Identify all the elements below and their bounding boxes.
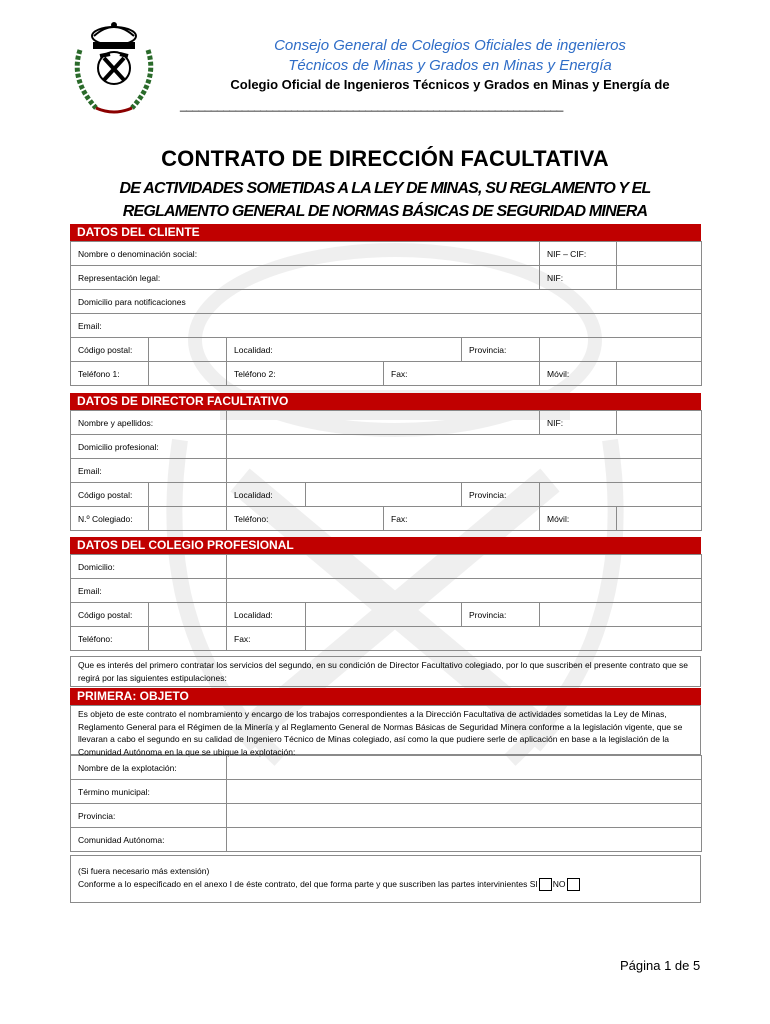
header-council-line2: Técnicos de Minas y Grados en Minas y Energía [288, 57, 612, 74]
document-title: CONTRATO DE DIRECCIÓN FACULTATIVA [161, 146, 609, 171]
municipality-field[interactable] [227, 780, 702, 804]
client-table [70, 241, 702, 386]
college-phone-label: Teléfono: [71, 627, 149, 651]
college-cp-field[interactable] [149, 603, 227, 627]
college-cp-label: Código postal: [71, 603, 149, 627]
college-address-label: Domicilio: [71, 555, 227, 579]
mine-name-label: Nombre de la explotación: [71, 756, 227, 780]
object-table [70, 755, 702, 852]
document-subtitle-2: REGLAMENTO GENERAL DE NORMAS BÁSICAS DE SEGURIDAD MINERA [122, 203, 648, 220]
director-name-label: Nombre y apellidos: [71, 411, 227, 435]
director-phone-label: Teléfono: [227, 507, 384, 531]
director-fax-label: Fax: [384, 507, 540, 531]
client-phone2-label: Teléfono 2: [227, 362, 384, 386]
client-province-label: Provincia: [462, 338, 540, 362]
college-fax-label: Fax: [227, 627, 306, 651]
client-phone1-label: Teléfono 1: [71, 362, 149, 386]
header-council-line1: Consejo General de Colegios Oficiales de ingenieros [274, 37, 626, 54]
header-blank-line: ______________________________________________________________ [180, 98, 563, 112]
object-province-field[interactable] [227, 804, 702, 828]
director-nif-label: NIF: [540, 411, 617, 435]
header-college-name: Colegio Oficial de Ingenieros Técnicos y Grados en Minas y Energía de [230, 77, 670, 92]
director-table [70, 410, 702, 531]
client-locality-label: Localidad: [227, 338, 462, 362]
director-address-field[interactable] [227, 435, 702, 459]
client-mobile-label: Móvil: [540, 362, 617, 386]
client-rep-label: Representación legal: [71, 266, 540, 290]
client-province-field[interactable] [540, 338, 702, 362]
document-subtitle-1: DE ACTIVIDADES SOMETIDAS A LA LEY DE MINAS, SU REGLAMENTO Y EL [119, 180, 651, 197]
client-nif-label: NIF: [540, 266, 617, 290]
yes-checkbox[interactable] [539, 878, 552, 891]
client-cp-field[interactable] [149, 338, 227, 362]
director-mobile-field[interactable] [617, 507, 702, 531]
mine-name-field[interactable] [227, 756, 702, 780]
annex-box [70, 855, 701, 903]
autonomous-community-label: Comunidad Autónoma: [71, 828, 227, 852]
municipality-label: Término municipal: [71, 780, 227, 804]
object-province-label: Provincia: [71, 804, 227, 828]
client-cp-label: Código postal: [71, 338, 149, 362]
director-email-field[interactable] [227, 459, 702, 483]
college-province-label: Provincia: [462, 603, 540, 627]
college-seal-logo [66, 20, 162, 118]
section-client-heading: DATOS DEL CLIENTE [70, 224, 701, 241]
client-nif-cif-field[interactable] [617, 242, 702, 266]
client-nif-field[interactable] [617, 266, 702, 290]
contract-intro-text: Que es interés del primero contratar los servicios del segundo, en su condición de Director Facultativo colegiado, por lo que suscriben el presente contrato que se regirá por las siguientes estipulaciones: [70, 656, 701, 687]
client-phone1-field[interactable] [149, 362, 227, 386]
page-number: Página 1 de 5 [620, 958, 701, 973]
section-director-heading: DATOS DE DIRECTOR FACULTATIVO [70, 393, 701, 410]
object-description-text: Es objeto de este contrato el nombramiento y encargo de los trabajos correspondientes a la Dirección Facultativa de actividades sometidas la Ley de Minas, Reglamento General para el Régimen de la Minería y al Reglamento General de Normas Básicas de Seguridad Minera conforme a la legislación vigente, que se llevaran a cabo el segundo en su calidad de Ingeniero Técnico de Minas colegiado, así como la que pudiere serle de aplicación en base a la legislación de la Comunidad Autónoma en la que se ubique la explotación: [70, 705, 701, 755]
client-address-label: Domicilio para notificaciones [71, 290, 702, 314]
college-email-field[interactable] [227, 579, 702, 603]
director-nif-field[interactable] [617, 411, 702, 435]
college-table [70, 554, 702, 651]
client-nif-cif-label: NIF – CIF: [540, 242, 617, 266]
director-colegiado-field[interactable] [149, 507, 227, 531]
director-address-label: Domicilio profesional: [71, 435, 227, 459]
annex-note-1: (Si fuera necesario más extensión) [78, 866, 210, 876]
client-fax-label: Fax: [384, 362, 540, 386]
college-email-label: Email: [71, 579, 227, 603]
autonomous-community-field[interactable] [227, 828, 702, 852]
director-province-label: Provincia: [462, 483, 540, 507]
director-cp-label: Código postal: [71, 483, 149, 507]
annex-note-2 [78, 878, 693, 891]
director-name-field[interactable] [227, 411, 540, 435]
college-locality-label: Localidad: [227, 603, 306, 627]
college-address-field[interactable] [227, 555, 702, 579]
director-locality-label: Localidad: [227, 483, 306, 507]
annex-note-2-text: Conforme a lo especificado en el anexo I de éste contrato, del que forma parte y que suscriben las partes intervinientes SI [78, 878, 538, 889]
college-phone-field[interactable] [149, 627, 227, 651]
client-email-label: Email: [71, 314, 702, 338]
college-province-field[interactable] [540, 603, 702, 627]
client-name-label: Nombre o denominación social: [71, 242, 540, 266]
client-mobile-field[interactable] [617, 362, 702, 386]
section-college-heading: DATOS DEL COLEGIO PROFESIONAL [70, 537, 701, 554]
no-checkbox[interactable] [567, 878, 580, 891]
section-object-heading: PRIMERA: OBJETO [70, 688, 701, 705]
no-label: NO [552, 878, 566, 889]
director-province-field[interactable] [540, 483, 702, 507]
college-locality-field[interactable] [306, 603, 462, 627]
director-colegiado-label: N.º Colegiado: [71, 507, 149, 531]
director-locality-field[interactable] [306, 483, 462, 507]
director-email-label: Email: [71, 459, 227, 483]
director-cp-field[interactable] [149, 483, 227, 507]
director-mobile-label: Móvil: [540, 507, 617, 531]
college-fax-field[interactable] [306, 627, 702, 651]
